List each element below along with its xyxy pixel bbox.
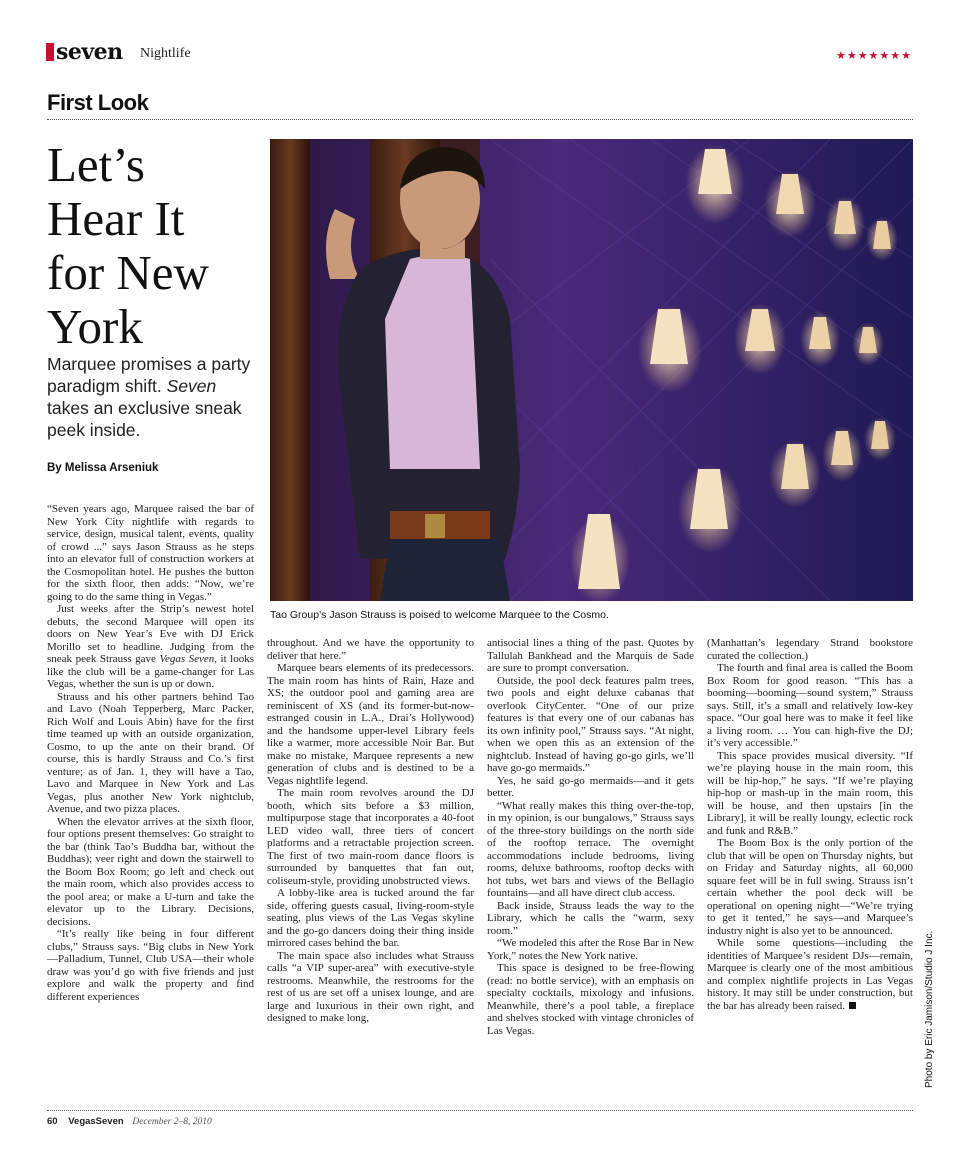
paragraph (47, 603, 254, 691)
paragraph: The fourth and final area is called the Boom Box Room for good reason. “This has a booming—booming—sound system,” Strauss says. Still, it’s a small and relatively low-key space. “Our goal here was to make it feel like a living room. … You can high-five the DJ; it’s very accessible.” (707, 662, 913, 749)
dek-text: takes an exclusive sneak peek inside. (47, 398, 242, 440)
paragraph: “Seven years ago, Marquee raised the bar of New York City nightlife with regards to service, design, musical talent, events, quality of crowd ...” says Jason Strauss as he steps into an elevator full of construction workers at the Cosmopolitan hotel. He pushes the button for the sixth floor, then adds: “Now, we’re going to do the same thing in Vegas.” (47, 503, 254, 603)
headline-line: York (47, 299, 143, 354)
dek-italic: Seven (166, 376, 217, 396)
paragraph: “It’s really like being in four different clubs,” Strauss says. “Big clubs in New York—Palladium, Tunnel, Club USA—their whole draw was you’d go with five friends and just explore and walk the property and find different experiences (47, 928, 254, 1003)
headline-line: for New (47, 245, 209, 300)
paragraph: “We modeled this after the Rose Bar in New York,” notes the New York native. (487, 937, 694, 962)
headline-line: Let’s (47, 137, 145, 192)
paragraph: Yes, he said go-go mermaids—and it gets better. (487, 774, 694, 799)
paragraph: This space provides musical diversity. “If we’re playing house in the main room, this will be hip-hop,” he says. “If we’re playing hip-hop or mash-up in the main room, this will be house, and then upstairs [in the Library], it will be really loungy, eclectic rock and funk and R&B.” (707, 749, 913, 837)
end-mark-icon (849, 1002, 856, 1009)
paragraph: (Manhattan’s legendary Strand bookstore curated the collection.) (707, 637, 913, 662)
paragraph-italic: Vegas Seven (159, 653, 215, 665)
headline-line: Hear It (47, 191, 185, 246)
footer-magazine-name: VegasSeven (68, 1116, 124, 1127)
page-number: 60 (47, 1116, 58, 1127)
section-kicker: First Look (47, 90, 149, 115)
photo-illustration (270, 139, 913, 601)
page-footer (47, 1116, 212, 1127)
footer-date: December 2–8, 2010 (132, 1117, 212, 1127)
paragraph: antisocial lines a thing of the past. Quotes by Tallulah Bankhead and the Marquis de Sade are sure to prompt conversation. (487, 637, 694, 674)
paragraph: “What really makes this thing over-the-top, in my opinion, is our bungalows,” Strauss says of the three-story buildings on the north side of the rooftop terrace. The overnight accommodations include bedrooms, living rooms, deluxe bathrooms, rooftop decks with hot tubs, wet bars and views of the Bellagio fountains—and all have direct club access. (487, 799, 694, 899)
paragraph: The main room revolves around the DJ booth, which sits before a $3 million, multipurpose stage that incorporates a 40-foot LED video wall, three tiers of concert platforms and a retractable projection screen. The first of two main-room dance floors is surrounded by banquettes that fan out, coliseum-style, providing unobstructed views. (267, 787, 474, 887)
star-rating-icon: ★★★★★★★ (835, 49, 912, 62)
paragraph (707, 937, 913, 1012)
top-divider (47, 119, 913, 120)
paragraph: Strauss and his other partners behind Tao and Lavo (Noah Tepperberg, Marc Packer, Rich Wolf and Louis Abin) have for the first time teamed up with an outside organization, Cosmo, to up the ante on their brand. Of course, this is hardly Strauss and Co.’s first venture; as of Jan. 1, they will have a Tao, Lavo and Marquee in New York and Las Vegas, plus another New York nightclub, Avenue, and two pizza places. (47, 690, 254, 815)
dek-text: Marquee promises a party paradigm shift. (47, 354, 251, 396)
byline: By Melissa Arseniuk (47, 462, 159, 474)
paragraph: The Boom Box is the only portion of the club that will be open on Thursday nights, but on Friday and Saturday nights, all 60,000 square feet will be in full swing. Strauss isn’t certain whether the pool deck will be operational on opening night—“We’re trying to get it tented,” he says—and Marquee’s industry night is also yet to be announced. (707, 837, 913, 937)
photo-caption: Tao Group’s Jason Strauss is poised to welcome Marquee to the Cosmo. (270, 609, 609, 621)
bottom-divider (47, 1110, 913, 1111)
paragraph: When the elevator arrives at the sixth floor, four options present themselves: Go straight to the bar (think Tao’s Buddha bar, without the Buddhas); veer right and down the stairwell to the Boom Box Room; go left and check out the main room, which also provides access to the pool area; or make a U-turn and take the elevator up to the Library. Decisions, decisions. (47, 815, 254, 928)
article-headline (47, 138, 257, 354)
paragraph: A lobby-like area is tucked around the far side, offering guests casual, living-room-style seating, plus views of the Las Vegas skyline and the go-go dancers doing their thing inside mirrored cases behind the bar. (267, 887, 474, 949)
logo-text: seven (56, 39, 123, 65)
paragraph: throughout. And we have the opportunity to deliver that here.” (267, 637, 474, 662)
paragraph-text: , it looks like the club will be a game-changer for Las Vegas, whether the sun is up or down. (47, 653, 255, 690)
body-column-1 (47, 503, 254, 1003)
paragraph: Outside, the pool deck features palm trees, two pools and eight deluxe cabanas that overlook CityCenter. “One of our prize features is that every one of our cabanas has its own infinity pool,” Strauss says. “At night, when we open this as an extension of the nightclub. Instead of having go-go girls, we’ll have go-go mermaids.” (487, 674, 694, 774)
paragraph: Back inside, Strauss leads the way to the Library, which he calls the “warm, sexy room.” (487, 899, 694, 937)
paragraph-text: Just weeks after the Strip’s newest hotel debuts, the second Marquee will open its doors on New Year’s Eve with DJ Erick Morillo set to headline. Judging from the sneak peek Strauss gave (47, 603, 254, 665)
paragraph: Marquee bears elements of its predecessors. The main room has hints of Rain, Haze and XS; the outdoor pool and gaming area are reminiscent of XS (and its former-but-now-estranged cousin in L.A., Drai’s Hollywood) and the handsome upper-level Library feels like a warmer, more accessible Noir Bar. But make no mistake, Marquee represents a new generation of clubs and is destined to be a Vegas nightlife legend. (267, 662, 474, 787)
magazine-logo (46, 40, 123, 64)
paragraph-text: While some questions—including the identities of Marquee’s resident DJs—remain, Marquee is clearly one of the most ambitious and complex nightlife projects in Las Vegas history. It may still be under construction, but the bar has already been raised. (707, 937, 913, 1012)
body-column-4 (707, 637, 913, 1012)
body-column-3 (487, 637, 694, 1037)
article-dek (47, 353, 262, 441)
feature-photo (270, 139, 913, 601)
section-label: Nightlife (140, 46, 191, 61)
photo-credit: Photo by Eric Jamison/Studio J Inc. (924, 930, 935, 1088)
logo-red-bar (46, 43, 54, 61)
paragraph: This space is designed to be free-flowing (read: no bottle service), with an emphasis on specialty cocktails, mixology and infusions. Meanwhile, there’s a pool table, a fireplace and shelves stocked with vintage chronicles of Las Vegas. (487, 962, 694, 1037)
paragraph: The main space also includes what Strauss calls “a VIP super-area” with executive-style restrooms. Meanwhile, the restrooms for the rest of us are set off a unisex lounge, and are large and luxurious in their own right, and designed to make long, (267, 949, 474, 1024)
body-column-2 (267, 637, 474, 1025)
